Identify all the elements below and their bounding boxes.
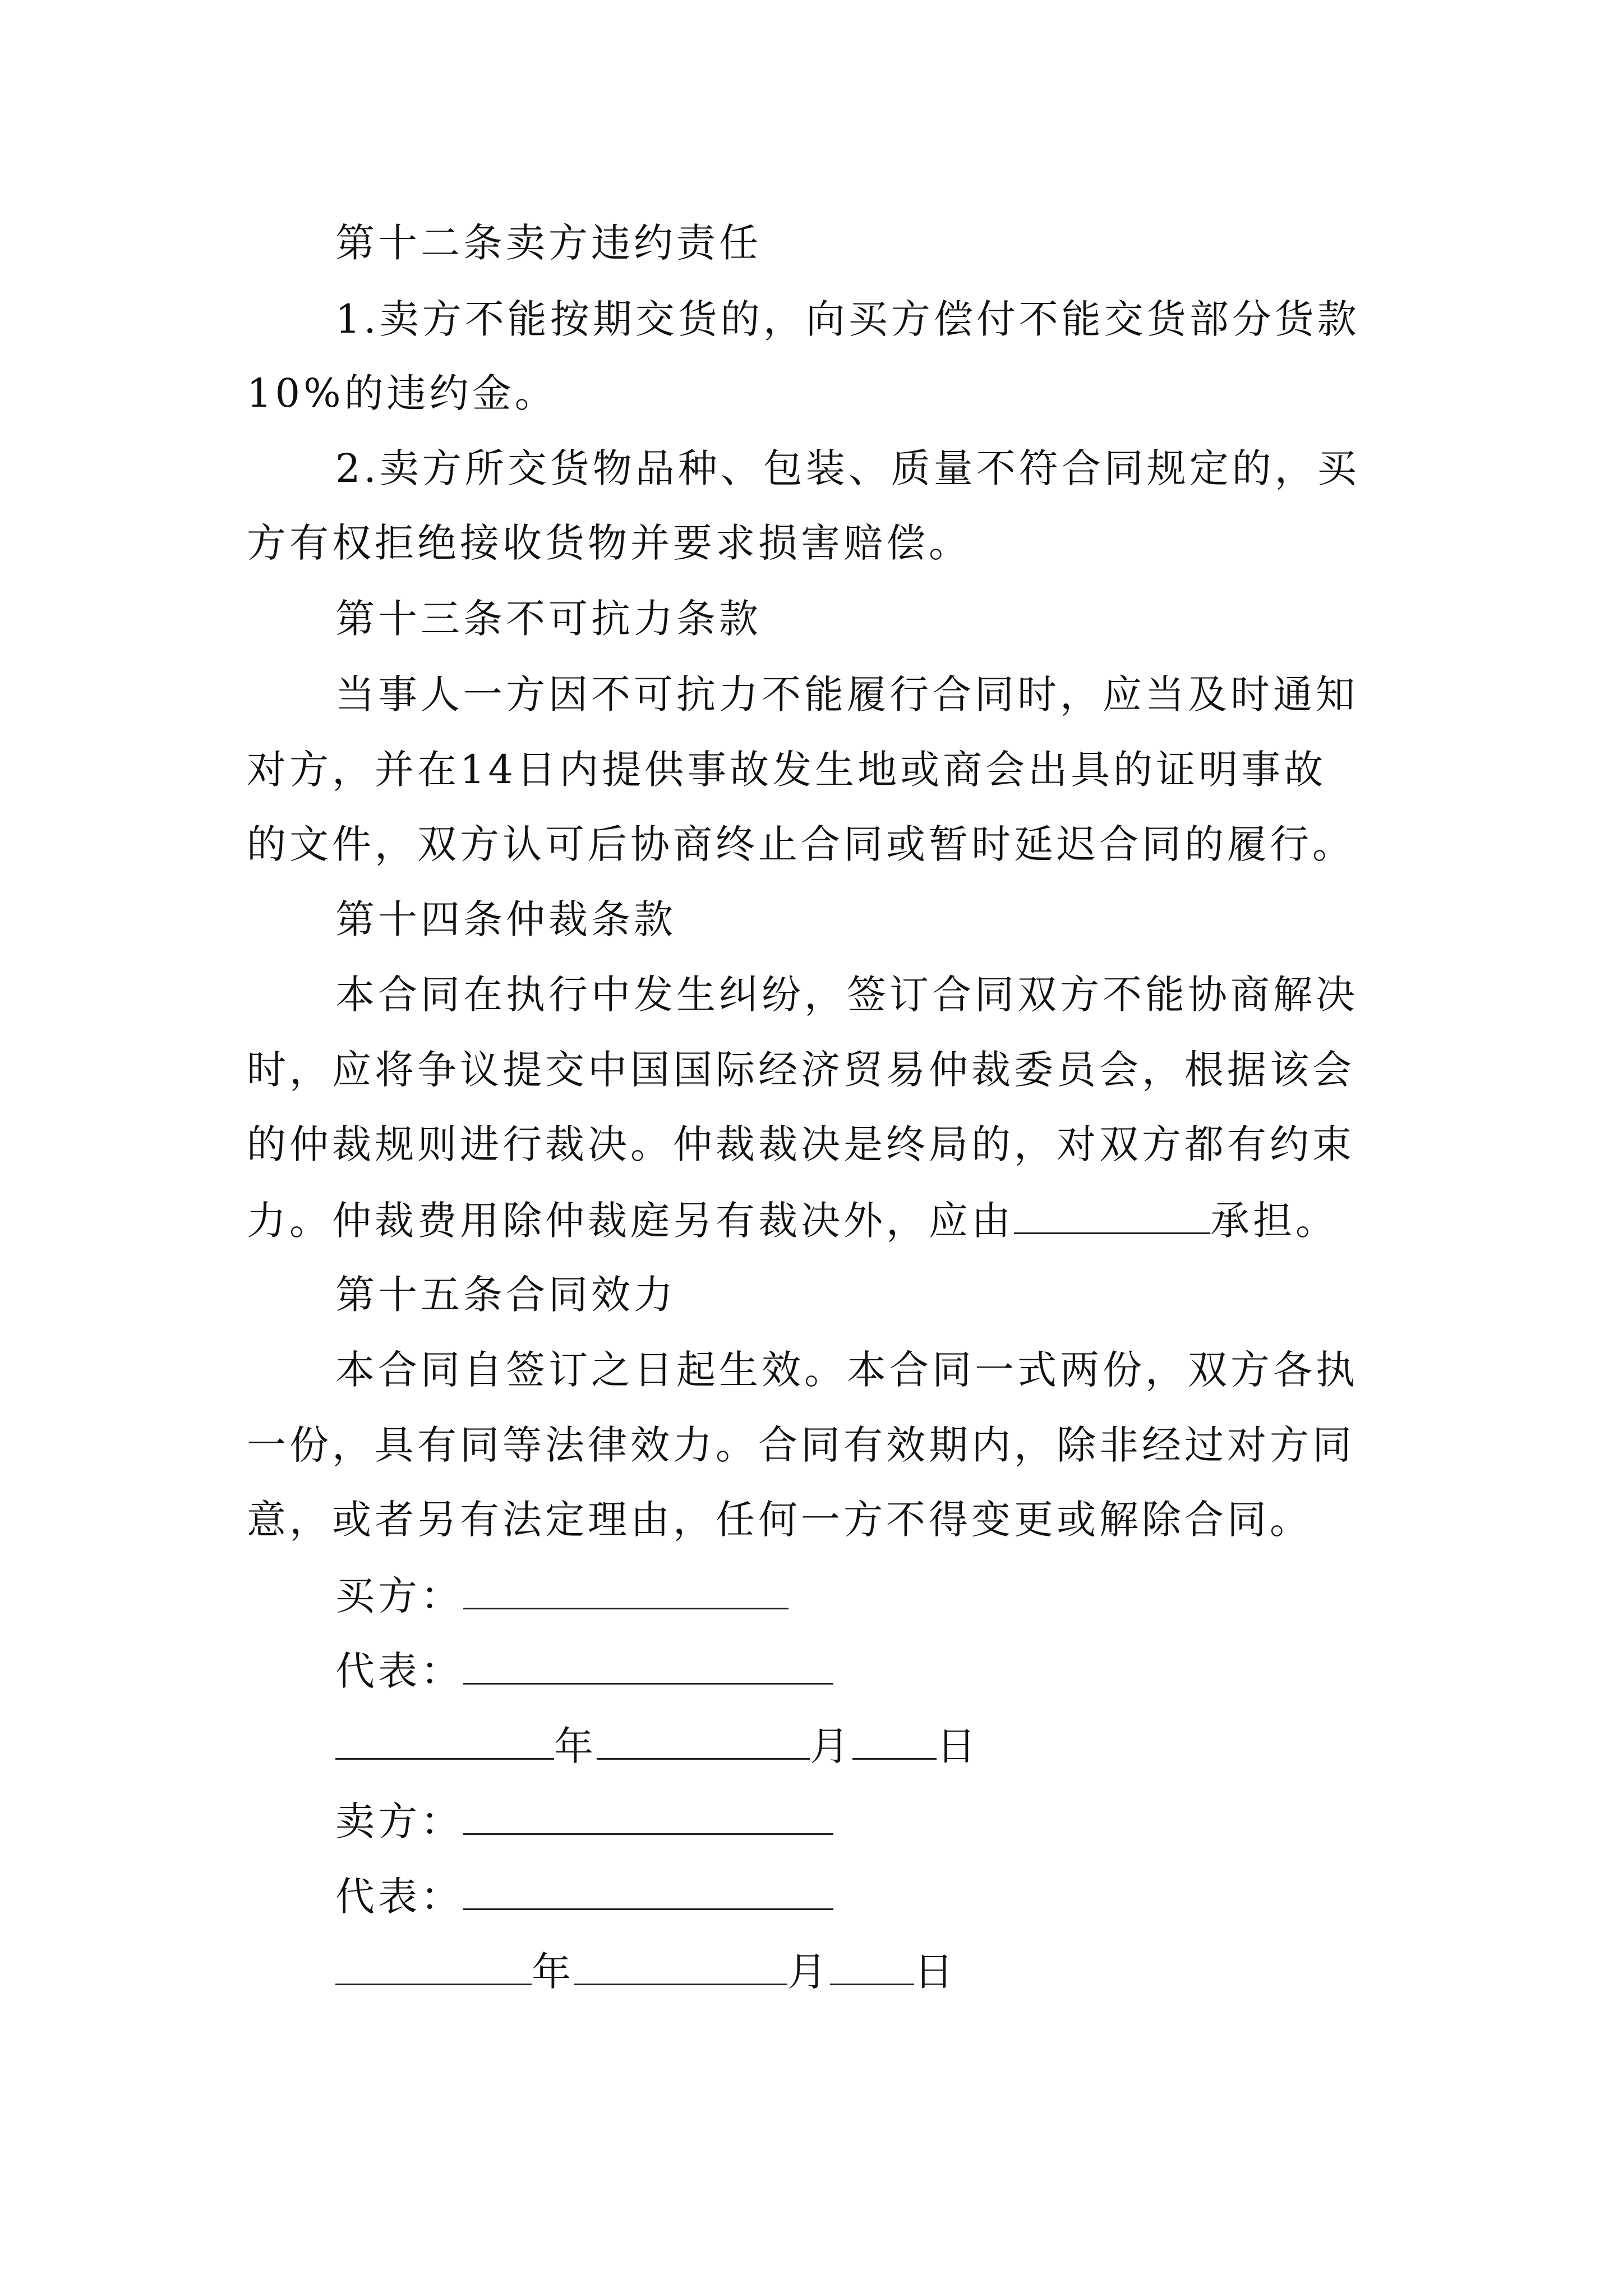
article-12-paragraph-1-line-1: 1.卖方不能按期交货的，向买方偿付不能交货部分货款 [335, 296, 1360, 342]
buyer-signature-line [335, 1573, 789, 1619]
seller-date-line [335, 1949, 957, 1995]
buyer-label: 买方： [335, 1573, 463, 1619]
seller-date-year-blank[interactable] [335, 1951, 532, 1985]
arbitration-fee-party-blank[interactable] [1014, 1200, 1210, 1234]
article-14-line-3: 的仲裁规则进行裁决。仲裁裁决是终局的，对双方都有约束 [247, 1121, 1355, 1167]
buyer-representative-blank[interactable] [463, 1650, 833, 1685]
seller-representative-label: 代表： [335, 1874, 463, 1920]
article-14-line-1: 本合同在执行中发生纠纷，签订合同双方不能协商解决 [335, 972, 1358, 1018]
article-12-title: 第十二条卖方违约责任 [335, 220, 762, 266]
article-15-line-2: 一份，具有同等法律效力。合同有效期内，除非经过对方同 [247, 1422, 1355, 1468]
buyer-name-blank[interactable] [463, 1575, 789, 1609]
article-12-paragraph-2-line-2: 方有权拒绝接收货物并要求损害赔偿。 [247, 520, 971, 566]
seller-date-year-label: 年 [532, 1949, 574, 1995]
article-14-line-2: 时，应将争议提交中国国际经济贸易仲裁委员会，根据该会 [247, 1047, 1355, 1093]
article-13-line-3: 的文件，双方认可后协商终止合同或暂时延迟合同的履行。 [247, 821, 1355, 867]
article-15-title: 第十五条合同效力 [335, 1272, 676, 1318]
seller-representative-line [335, 1874, 833, 1920]
article-12-paragraph-2-line-1: 2.卖方所交货物品种、包装、质量不符合同规定的，买 [335, 445, 1360, 491]
buyer-date-month-blank[interactable] [597, 1726, 810, 1760]
seller-representative-blank[interactable] [463, 1876, 833, 1910]
seller-date-month-blank[interactable] [574, 1951, 787, 1985]
seller-date-day-label: 日 [914, 1949, 957, 1995]
article-14-line-4 [247, 1198, 1338, 1244]
buyer-date-line [335, 1723, 979, 1769]
seller-label: 卖方： [335, 1798, 463, 1844]
buyer-representative-line [335, 1648, 833, 1694]
article-14-line-4-text: 力。仲裁费用除仲裁庭另有裁决外，应由 [247, 1198, 1014, 1244]
article-12-paragraph-1-line-2: 10%的违约金。 [247, 370, 557, 416]
buyer-date-year-blank[interactable] [335, 1726, 554, 1760]
article-14-line-4-suffix: 承担。 [1210, 1198, 1338, 1244]
seller-name-blank[interactable] [463, 1801, 833, 1835]
seller-signature-line [335, 1798, 833, 1844]
buyer-date-day-label: 日 [937, 1723, 979, 1769]
article-13-line-1: 当事人一方因不可抗力不能履行合同时，应当及时通知 [335, 671, 1358, 717]
buyer-date-year-label: 年 [554, 1723, 597, 1769]
article-13-line-2: 对方，并在14日内提供事故发生地或商会出具的证明事故 [247, 747, 1327, 793]
article-14-title: 第十四条仲裁条款 [335, 896, 676, 942]
buyer-date-month-label: 月 [810, 1723, 852, 1769]
buyer-date-day-blank[interactable] [852, 1726, 937, 1760]
buyer-representative-label: 代表： [335, 1648, 463, 1694]
seller-date-month-label: 月 [787, 1949, 830, 1995]
article-15-line-1: 本合同自签订之日起生效。本合同一式两份，双方各执 [335, 1347, 1358, 1393]
article-13-title: 第十三条不可抗力条款 [335, 596, 762, 642]
seller-date-day-blank[interactable] [830, 1951, 914, 1985]
article-15-line-3: 意，或者另有法定理由，任何一方不得变更或解除合同。 [247, 1497, 1312, 1543]
